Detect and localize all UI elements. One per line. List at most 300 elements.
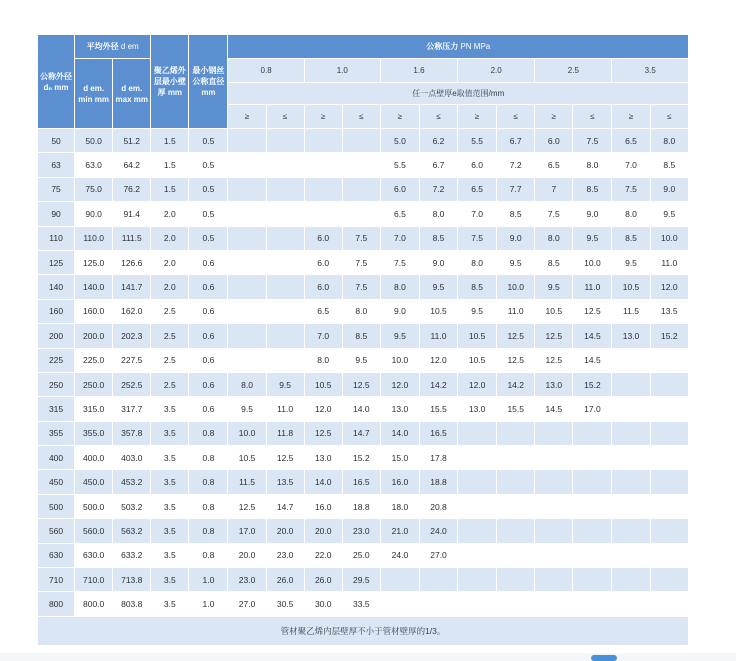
table-cell bbox=[228, 202, 266, 226]
table-cell bbox=[612, 372, 650, 396]
table-cell bbox=[458, 519, 497, 543]
table-cell bbox=[612, 568, 650, 592]
table-cell: 563.2 bbox=[113, 519, 151, 543]
table-cell: 8.5 bbox=[573, 177, 612, 201]
table-cell: 250.0 bbox=[75, 372, 113, 396]
table-cell: 8.0 bbox=[228, 372, 266, 396]
table-cell: 200.0 bbox=[75, 324, 113, 348]
table-cell: 317.7 bbox=[113, 397, 151, 421]
table-cell: 16.5 bbox=[342, 470, 380, 494]
table-cell: 8.0 bbox=[458, 250, 497, 274]
table-cell bbox=[612, 348, 650, 372]
table-cell: 3.5 bbox=[151, 494, 189, 518]
table-cell: 12.0 bbox=[380, 372, 419, 396]
table-cell: 10.5 bbox=[535, 299, 573, 323]
table-cell: 15.2 bbox=[573, 372, 612, 396]
table-cell bbox=[650, 519, 688, 543]
table-cell: 64.2 bbox=[113, 153, 151, 177]
table-cell: 13.0 bbox=[304, 446, 342, 470]
header-mean-od-label: 平均外径 bbox=[86, 42, 119, 51]
table-cell: 7.0 bbox=[458, 202, 497, 226]
header-pe-thickness: 聚乙烯外层最小壁厚 mm bbox=[151, 35, 189, 129]
table-cell: 355.0 bbox=[75, 421, 113, 445]
table-cell: 8.0 bbox=[535, 226, 573, 250]
header-pressure-unit: PN MPa bbox=[460, 42, 491, 51]
table-cell bbox=[535, 592, 573, 616]
header-dem-max: d em. max mm bbox=[113, 59, 151, 129]
table-cell: 20.0 bbox=[304, 519, 342, 543]
table-cell bbox=[573, 446, 612, 470]
table-row bbox=[38, 250, 689, 274]
table-cell bbox=[497, 446, 535, 470]
header-min-symbol: ≥ bbox=[612, 105, 650, 129]
table-body bbox=[38, 129, 689, 617]
row-nominal-od: 160 bbox=[38, 299, 75, 323]
table-cell: 7.5 bbox=[342, 275, 380, 299]
table-cell bbox=[612, 446, 650, 470]
table-cell bbox=[266, 129, 304, 153]
table-cell bbox=[304, 153, 342, 177]
table-cell bbox=[573, 494, 612, 518]
spec-table-container bbox=[37, 34, 689, 646]
table-cell: 7.5 bbox=[342, 250, 380, 274]
header-pressure-label: 公称压力 bbox=[426, 42, 459, 51]
table-cell: 227.5 bbox=[113, 348, 151, 372]
table-cell: 6.5 bbox=[612, 129, 650, 153]
header-pn: 2.5 bbox=[535, 59, 612, 83]
table-cell bbox=[612, 470, 650, 494]
table-cell bbox=[497, 592, 535, 616]
table-cell: 12.5 bbox=[535, 348, 573, 372]
table-cell bbox=[266, 226, 304, 250]
row-nominal-od: 355 bbox=[38, 421, 75, 445]
table-cell: 18.8 bbox=[342, 494, 380, 518]
table-cell bbox=[266, 275, 304, 299]
table-cell: 141.7 bbox=[113, 275, 151, 299]
table-cell: 15.0 bbox=[380, 446, 419, 470]
table-row bbox=[38, 592, 689, 616]
table-cell bbox=[342, 153, 380, 177]
table-cell bbox=[228, 324, 266, 348]
header-pn: 1.0 bbox=[304, 59, 380, 83]
table-cell: 2.5 bbox=[151, 299, 189, 323]
table-cell bbox=[650, 446, 688, 470]
header-min-symbol: ≥ bbox=[535, 105, 573, 129]
table-cell bbox=[266, 153, 304, 177]
table-cell: 0.5 bbox=[189, 226, 228, 250]
table-cell bbox=[380, 568, 419, 592]
table-cell: 7.5 bbox=[612, 177, 650, 201]
table-cell bbox=[573, 519, 612, 543]
table-cell: 5.0 bbox=[380, 129, 419, 153]
table-cell bbox=[612, 397, 650, 421]
table-cell: 0.6 bbox=[189, 372, 228, 396]
table-cell bbox=[304, 177, 342, 201]
table-cell: 503.2 bbox=[113, 494, 151, 518]
table-cell: 15.2 bbox=[342, 446, 380, 470]
table-cell: 7.0 bbox=[612, 153, 650, 177]
table-cell: 21.0 bbox=[380, 519, 419, 543]
row-nominal-od: 630 bbox=[38, 543, 75, 567]
table-cell: 8.5 bbox=[458, 275, 497, 299]
table-cell: 3.5 bbox=[151, 421, 189, 445]
table-cell: 0.6 bbox=[189, 299, 228, 323]
table-cell bbox=[342, 177, 380, 201]
header-min-symbol: ≥ bbox=[228, 105, 266, 129]
header-pn: 3.5 bbox=[612, 59, 689, 83]
table-cell: 29.5 bbox=[342, 568, 380, 592]
table-cell bbox=[342, 129, 380, 153]
row-nominal-od: 250 bbox=[38, 372, 75, 396]
table-cell: 3.5 bbox=[151, 519, 189, 543]
table-cell: 0.8 bbox=[189, 446, 228, 470]
table-cell: 0.5 bbox=[189, 202, 228, 226]
table-cell: 0.5 bbox=[189, 129, 228, 153]
table-cell: 11.8 bbox=[266, 421, 304, 445]
table-cell: 8.0 bbox=[650, 129, 688, 153]
header-pn: 2.0 bbox=[458, 59, 535, 83]
table-cell: 12.5 bbox=[304, 421, 342, 445]
table-cell: 10.5 bbox=[419, 299, 457, 323]
row-nominal-od: 140 bbox=[38, 275, 75, 299]
table-cell: 450.0 bbox=[75, 470, 113, 494]
table-cell: 3.5 bbox=[151, 543, 189, 567]
table-cell: 50.0 bbox=[75, 129, 113, 153]
table-cell: 3.5 bbox=[151, 397, 189, 421]
table-cell: 713.8 bbox=[113, 568, 151, 592]
table-cell: 14.7 bbox=[342, 421, 380, 445]
table-cell: 2.0 bbox=[151, 250, 189, 274]
table-cell: 7.5 bbox=[342, 226, 380, 250]
header-max-symbol: ≤ bbox=[266, 105, 304, 129]
table-cell: 9.5 bbox=[342, 348, 380, 372]
table-cell: 357.8 bbox=[113, 421, 151, 445]
table-cell: 6.0 bbox=[380, 177, 419, 201]
table-cell: 14.2 bbox=[497, 372, 535, 396]
table-cell: 9.0 bbox=[573, 202, 612, 226]
table-cell: 26.0 bbox=[266, 568, 304, 592]
table-cell: 7.5 bbox=[535, 202, 573, 226]
table-cell bbox=[266, 202, 304, 226]
table-cell bbox=[419, 592, 457, 616]
table-row bbox=[38, 129, 689, 153]
table-cell: 803.8 bbox=[113, 592, 151, 616]
table-cell: 8.5 bbox=[497, 202, 535, 226]
table-cell bbox=[228, 275, 266, 299]
table-cell: 23.0 bbox=[342, 519, 380, 543]
table-cell: 315.0 bbox=[75, 397, 113, 421]
table-cell: 3.5 bbox=[151, 470, 189, 494]
table-cell: 0.6 bbox=[189, 250, 228, 274]
table-cell: 11.0 bbox=[419, 324, 457, 348]
table-cell: 13.5 bbox=[650, 299, 688, 323]
table-row bbox=[38, 177, 689, 201]
table-cell: 26.0 bbox=[304, 568, 342, 592]
table-cell: 9.5 bbox=[266, 372, 304, 396]
table-cell bbox=[458, 592, 497, 616]
table-cell bbox=[650, 494, 688, 518]
header-max-symbol: ≤ bbox=[650, 105, 688, 129]
table-cell bbox=[458, 494, 497, 518]
table-cell: 125.0 bbox=[75, 250, 113, 274]
table-cell: 90.0 bbox=[75, 202, 113, 226]
table-cell: 15.5 bbox=[497, 397, 535, 421]
table-row bbox=[38, 470, 689, 494]
table-cell bbox=[535, 519, 573, 543]
row-nominal-od: 800 bbox=[38, 592, 75, 616]
table-cell bbox=[228, 226, 266, 250]
table-cell: 27.0 bbox=[419, 543, 457, 567]
footnote: 管材聚乙烯内层壁厚不小于管材壁厚的1/3。 bbox=[38, 616, 689, 645]
table-cell: 63.0 bbox=[75, 153, 113, 177]
table-cell: 11.0 bbox=[650, 250, 688, 274]
table-cell bbox=[228, 348, 266, 372]
table-cell: 7.0 bbox=[304, 324, 342, 348]
table-cell: 400.0 bbox=[75, 446, 113, 470]
table-cell: 252.5 bbox=[113, 372, 151, 396]
table-cell: 8.0 bbox=[419, 202, 457, 226]
header-min-symbol: ≥ bbox=[304, 105, 342, 129]
header-pn: 1.6 bbox=[380, 59, 457, 83]
table-cell: 6.0 bbox=[535, 129, 573, 153]
table-cell: 20.8 bbox=[419, 494, 457, 518]
header-min-symbol: ≥ bbox=[380, 105, 419, 129]
table-cell: 0.6 bbox=[189, 324, 228, 348]
table-cell: 560.0 bbox=[75, 519, 113, 543]
table-cell: 12.0 bbox=[304, 397, 342, 421]
table-cell: 10.0 bbox=[573, 250, 612, 274]
table-cell bbox=[458, 446, 497, 470]
table-cell: 8.0 bbox=[304, 348, 342, 372]
table-cell: 12.0 bbox=[650, 275, 688, 299]
row-nominal-od: 315 bbox=[38, 397, 75, 421]
table-cell bbox=[650, 421, 688, 445]
table-row bbox=[38, 446, 689, 470]
header-pn: 0.8 bbox=[228, 59, 304, 83]
table-cell: 6.2 bbox=[419, 129, 457, 153]
table-cell: 1.5 bbox=[151, 177, 189, 201]
table-cell: 12.5 bbox=[342, 372, 380, 396]
table-cell bbox=[458, 470, 497, 494]
table-cell: 14.0 bbox=[342, 397, 380, 421]
table-cell: 10.5 bbox=[304, 372, 342, 396]
header-pressure bbox=[228, 35, 689, 59]
table-cell: 9.0 bbox=[497, 226, 535, 250]
table-cell: 11.5 bbox=[228, 470, 266, 494]
table-cell bbox=[380, 592, 419, 616]
table-cell bbox=[573, 568, 612, 592]
table-cell bbox=[497, 494, 535, 518]
table-cell: 6.7 bbox=[419, 153, 457, 177]
table-cell: 13.0 bbox=[535, 372, 573, 396]
table-cell bbox=[228, 299, 266, 323]
table-cell bbox=[266, 324, 304, 348]
table-cell: 14.0 bbox=[304, 470, 342, 494]
table-cell: 0.5 bbox=[189, 177, 228, 201]
table-cell: 14.5 bbox=[535, 397, 573, 421]
table-cell: 9.5 bbox=[497, 250, 535, 274]
header-max-symbol: ≤ bbox=[573, 105, 612, 129]
table-cell: 9.5 bbox=[650, 202, 688, 226]
table-cell bbox=[497, 543, 535, 567]
table-cell: 9.0 bbox=[419, 250, 457, 274]
table-cell: 225.0 bbox=[75, 348, 113, 372]
table-cell: 24.0 bbox=[380, 543, 419, 567]
table-cell: 8.5 bbox=[419, 226, 457, 250]
table-row bbox=[38, 275, 689, 299]
table-cell bbox=[535, 568, 573, 592]
table-row bbox=[38, 324, 689, 348]
table-cell: 30.5 bbox=[266, 592, 304, 616]
header-dem-min: d em. min mm bbox=[75, 59, 113, 129]
table-cell bbox=[535, 494, 573, 518]
table-cell: 7.5 bbox=[458, 226, 497, 250]
table-cell: 24.0 bbox=[419, 519, 457, 543]
table-cell: 7 bbox=[535, 177, 573, 201]
table-cell: 18.8 bbox=[419, 470, 457, 494]
table-cell: 403.0 bbox=[113, 446, 151, 470]
table-cell: 160.0 bbox=[75, 299, 113, 323]
header-max-symbol: ≤ bbox=[497, 105, 535, 129]
table-cell: 0.8 bbox=[189, 519, 228, 543]
table-cell: 0.8 bbox=[189, 470, 228, 494]
table-cell: 0.6 bbox=[189, 348, 228, 372]
table-cell bbox=[266, 250, 304, 274]
table-cell: 10.5 bbox=[612, 275, 650, 299]
header-max-symbol: ≤ bbox=[419, 105, 457, 129]
table-cell: 7.2 bbox=[497, 153, 535, 177]
table-cell: 3.5 bbox=[151, 568, 189, 592]
table-cell bbox=[497, 470, 535, 494]
table-cell: 76.2 bbox=[113, 177, 151, 201]
table-cell bbox=[612, 543, 650, 567]
table-cell: 2.0 bbox=[151, 275, 189, 299]
table-cell bbox=[650, 348, 688, 372]
table-cell: 91.4 bbox=[113, 202, 151, 226]
header-mean-od-symbol: d em bbox=[120, 42, 139, 51]
table-cell: 12.5 bbox=[228, 494, 266, 518]
table-cell: 15.5 bbox=[419, 397, 457, 421]
table-cell: 202.3 bbox=[113, 324, 151, 348]
table-cell bbox=[650, 543, 688, 567]
row-nominal-od: 110 bbox=[38, 226, 75, 250]
table-cell: 500.0 bbox=[75, 494, 113, 518]
table-cell: 1.0 bbox=[189, 568, 228, 592]
table-cell bbox=[458, 568, 497, 592]
header-nominal-od: 公称外径 dₙ mm bbox=[38, 35, 75, 129]
table-cell: 12.5 bbox=[573, 299, 612, 323]
table-cell: 23.0 bbox=[228, 568, 266, 592]
table-cell: 0.8 bbox=[189, 494, 228, 518]
table-row bbox=[38, 372, 689, 396]
table-cell bbox=[535, 470, 573, 494]
table-cell: 8.5 bbox=[342, 324, 380, 348]
table-cell: 11.0 bbox=[573, 275, 612, 299]
table-cell bbox=[535, 421, 573, 445]
table-cell: 453.2 bbox=[113, 470, 151, 494]
table-cell: 13.0 bbox=[458, 397, 497, 421]
table-cell bbox=[573, 543, 612, 567]
table-cell: 8.0 bbox=[612, 202, 650, 226]
table-row bbox=[38, 226, 689, 250]
table-cell: 5.5 bbox=[458, 129, 497, 153]
table-cell: 25.0 bbox=[342, 543, 380, 567]
table-cell: 20.0 bbox=[228, 543, 266, 567]
row-nominal-od: 75 bbox=[38, 177, 75, 201]
table-cell bbox=[650, 470, 688, 494]
table-cell: 15.2 bbox=[650, 324, 688, 348]
table-cell: 12.0 bbox=[458, 372, 497, 396]
table-cell: 633.2 bbox=[113, 543, 151, 567]
table-cell: 1.5 bbox=[151, 129, 189, 153]
table-cell: 14.7 bbox=[266, 494, 304, 518]
table-cell: 0.6 bbox=[189, 275, 228, 299]
table-cell: 23.0 bbox=[266, 543, 304, 567]
table-cell bbox=[266, 299, 304, 323]
table-cell: 8.5 bbox=[650, 153, 688, 177]
table-cell bbox=[419, 568, 457, 592]
table-cell: 12.5 bbox=[497, 324, 535, 348]
table-cell: 9.5 bbox=[612, 250, 650, 274]
table-cell: 630.0 bbox=[75, 543, 113, 567]
table-cell: 9.5 bbox=[573, 226, 612, 250]
table-cell: 0.8 bbox=[189, 421, 228, 445]
table-cell: 9.0 bbox=[380, 299, 419, 323]
row-nominal-od: 50 bbox=[38, 129, 75, 153]
row-nominal-od: 63 bbox=[38, 153, 75, 177]
table-cell: 9.0 bbox=[650, 177, 688, 201]
table-cell: 27.0 bbox=[228, 592, 266, 616]
table-cell: 7.5 bbox=[573, 129, 612, 153]
table-cell: 14.5 bbox=[573, 348, 612, 372]
table-cell: 8.5 bbox=[535, 250, 573, 274]
table-cell bbox=[304, 202, 342, 226]
table-cell: 9.5 bbox=[458, 299, 497, 323]
table-cell: 3.5 bbox=[151, 446, 189, 470]
table-cell bbox=[535, 543, 573, 567]
scroll-indicator[interactable] bbox=[591, 655, 617, 661]
table-cell: 6.5 bbox=[304, 299, 342, 323]
table-cell: 9.5 bbox=[535, 275, 573, 299]
table-cell: 2.0 bbox=[151, 226, 189, 250]
header-mean-od bbox=[75, 35, 151, 59]
table-cell bbox=[497, 421, 535, 445]
table-cell: 0.5 bbox=[189, 153, 228, 177]
table-cell: 10.0 bbox=[497, 275, 535, 299]
table-cell: 22.0 bbox=[304, 543, 342, 567]
table-cell: 2.5 bbox=[151, 372, 189, 396]
table-cell: 10.5 bbox=[458, 348, 497, 372]
table-cell: 6.0 bbox=[304, 275, 342, 299]
table-cell: 13.5 bbox=[266, 470, 304, 494]
table-row bbox=[38, 421, 689, 445]
row-nominal-od: 450 bbox=[38, 470, 75, 494]
table-row bbox=[38, 494, 689, 518]
row-nominal-od: 710 bbox=[38, 568, 75, 592]
table-cell: 12.5 bbox=[266, 446, 304, 470]
table-cell bbox=[612, 519, 650, 543]
table-cell: 20.0 bbox=[266, 519, 304, 543]
table-cell: 51.2 bbox=[113, 129, 151, 153]
table-cell: 0.6 bbox=[189, 397, 228, 421]
table-row bbox=[38, 519, 689, 543]
table-cell: 7.0 bbox=[380, 226, 419, 250]
table-cell: 7.7 bbox=[497, 177, 535, 201]
row-nominal-od: 500 bbox=[38, 494, 75, 518]
row-nominal-od: 90 bbox=[38, 202, 75, 226]
table-cell: 8.5 bbox=[612, 226, 650, 250]
table-cell: 7.2 bbox=[419, 177, 457, 201]
